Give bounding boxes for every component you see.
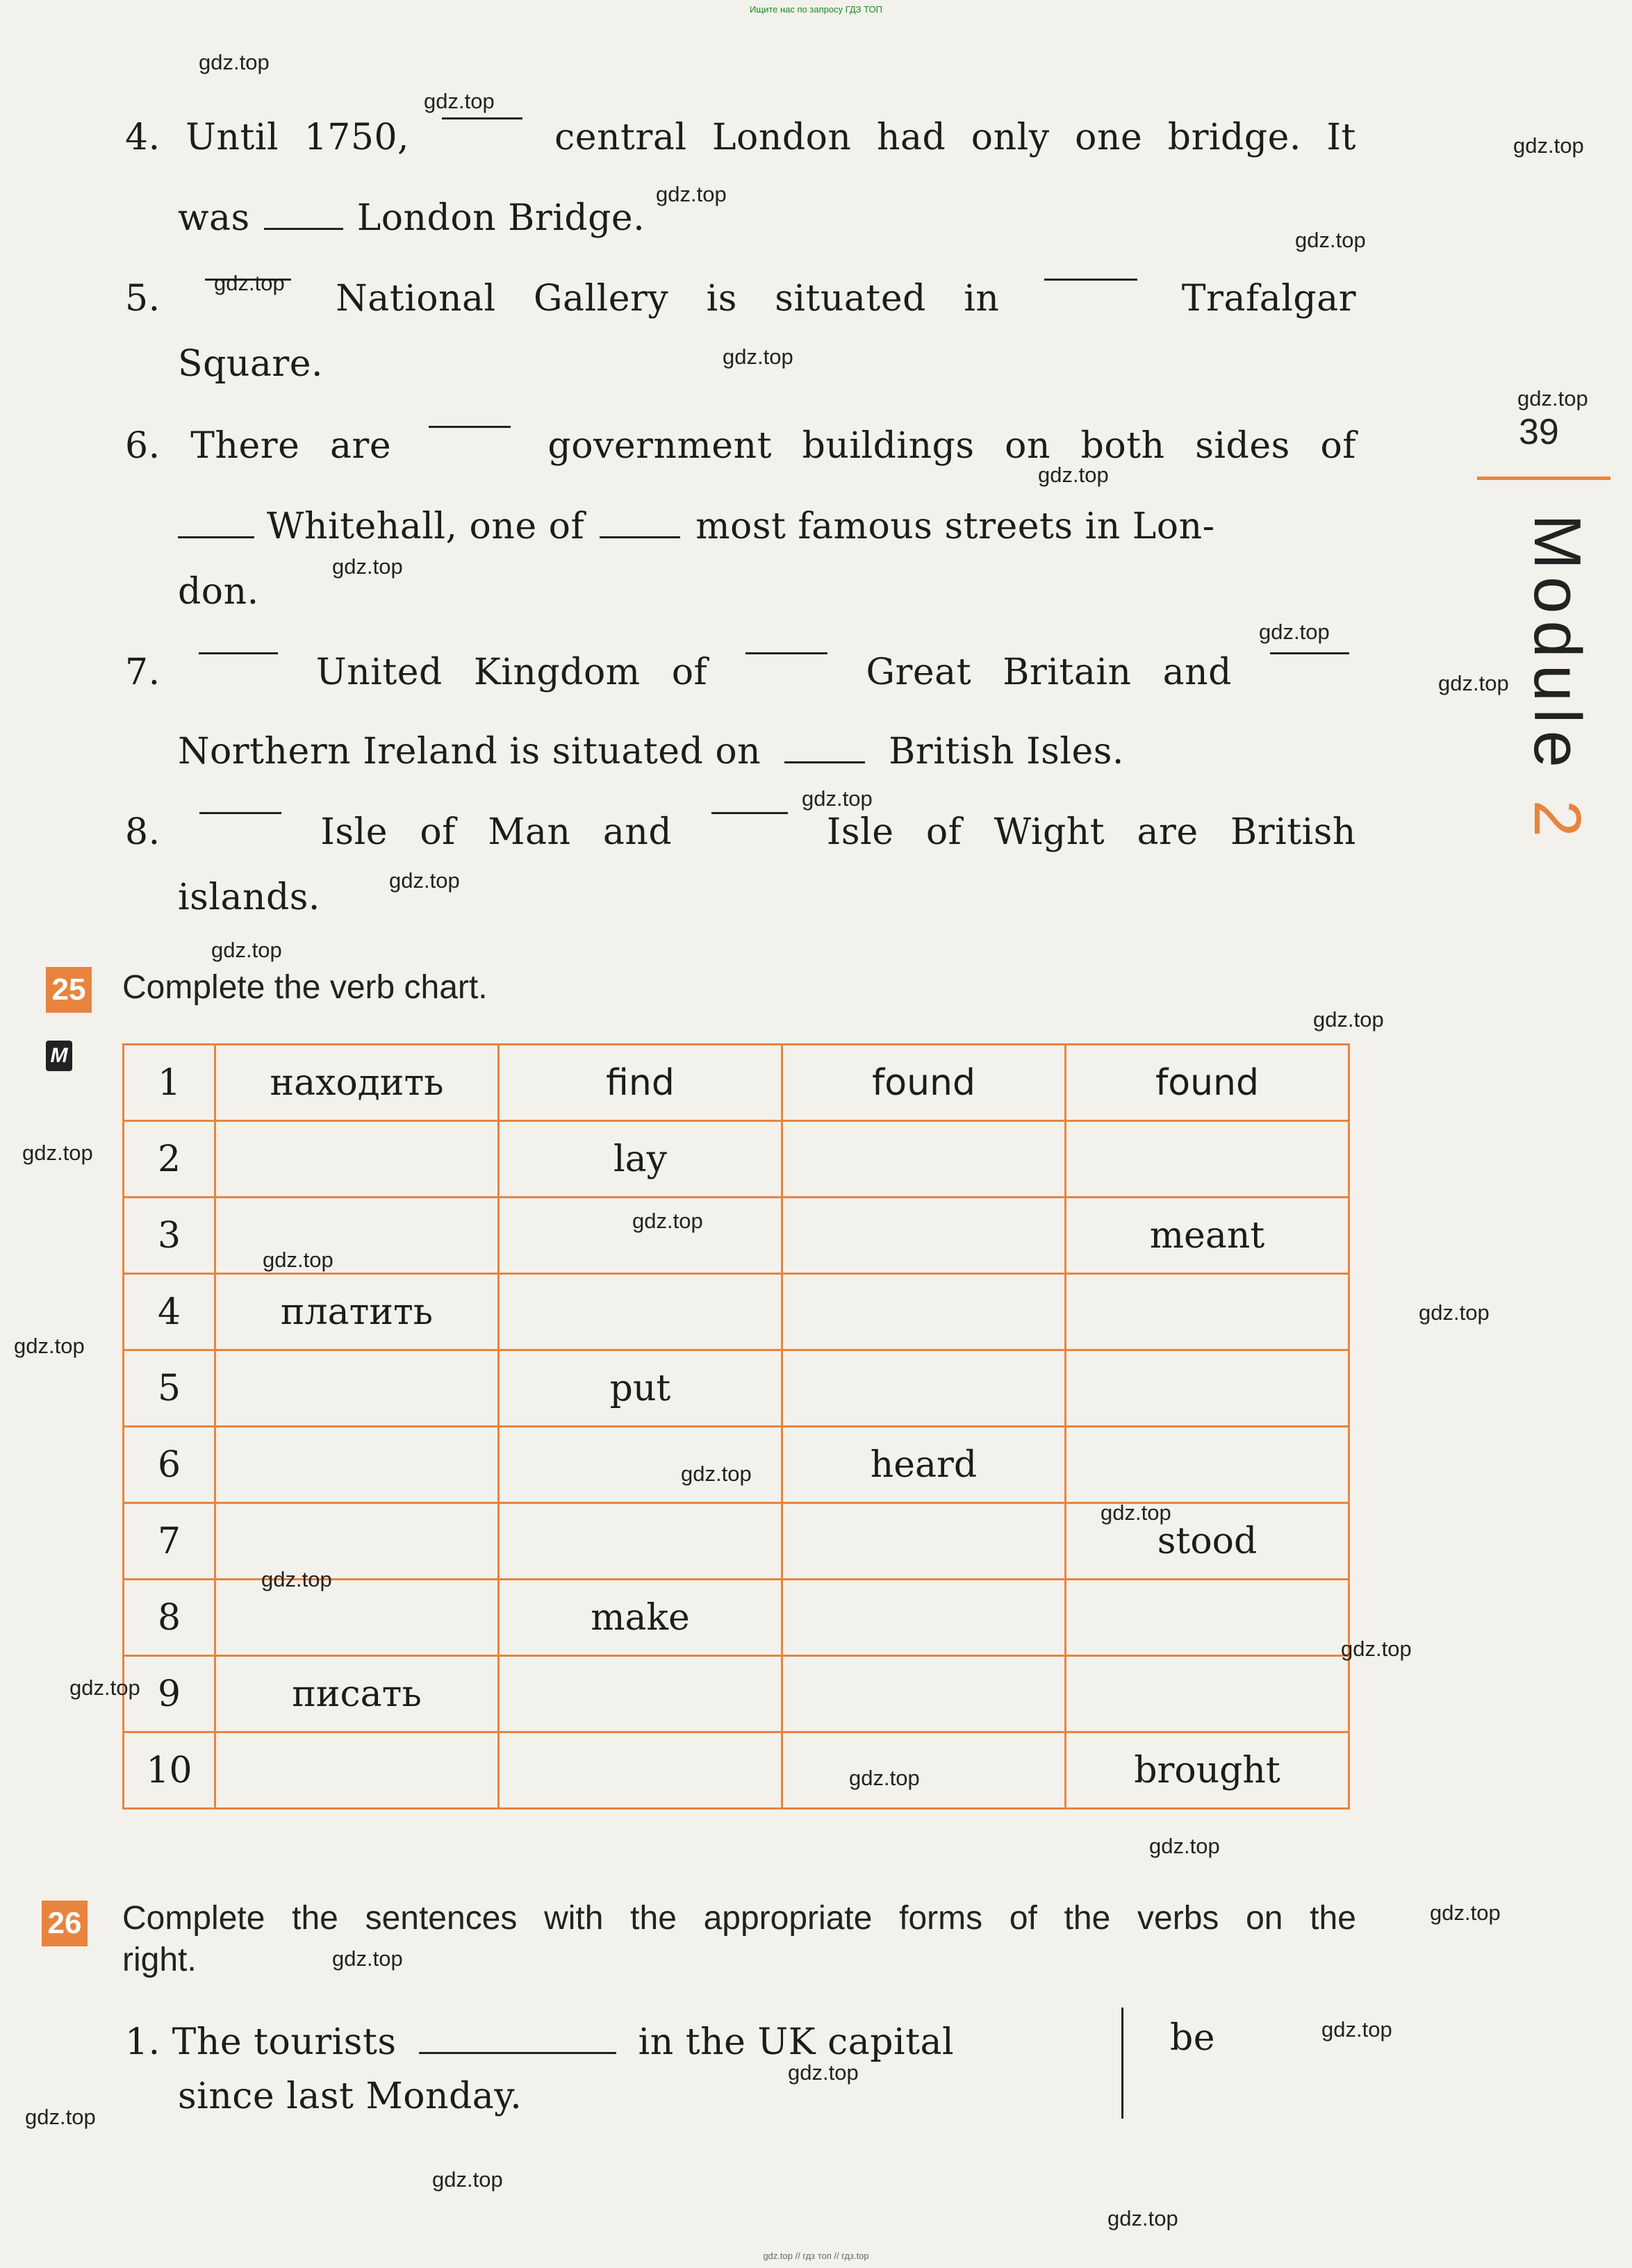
verb-form-cell: lay [499, 1121, 782, 1198]
verb-form-cell[interactable] [215, 1503, 499, 1580]
word: and [1162, 652, 1232, 693]
watermark: gdz.top [656, 182, 727, 206]
mark-icon: M [46, 1041, 72, 1071]
watermark: gdz.top [1101, 1500, 1171, 1525]
watermark: gdz.top [211, 938, 282, 962]
watermark: gdz.top [14, 1334, 85, 1358]
word: Trafalgar [1181, 278, 1356, 320]
word: London [712, 117, 852, 158]
watermark: gdz.top [681, 1462, 752, 1486]
verb-form-cell: put [499, 1350, 782, 1427]
word: Isle [826, 811, 894, 853]
word: the [1310, 1900, 1356, 1937]
word: National [336, 278, 496, 320]
verb-form-cell[interactable] [1066, 1656, 1349, 1732]
word: was [178, 197, 250, 239]
bottom-note: gdz.top // гдз топ // гдз.top [763, 2251, 869, 2261]
word: the [292, 1900, 338, 1937]
verb-form-cell: находить [215, 1045, 499, 1121]
watermark: gdz.top [1259, 620, 1330, 644]
word: 4. [125, 117, 160, 158]
word: 7. [125, 652, 160, 693]
sentence-4-line-1 [125, 117, 1356, 158]
word: Isle [320, 811, 388, 853]
exercise-25-title: Complete the verb chart. [122, 969, 488, 1006]
verb-form-cell[interactable] [215, 1350, 499, 1427]
module-number: 2 [1520, 800, 1594, 844]
answer-blank[interactable] [1270, 652, 1349, 654]
watermark: gdz.top [1321, 2017, 1392, 2042]
verb-form-cell[interactable] [782, 1274, 1066, 1350]
word: verbs [1137, 1900, 1219, 1937]
answer-blank[interactable] [419, 2051, 616, 2054]
row-number: 10 [124, 1732, 215, 1809]
exercise-26-title-line-1 [122, 1899, 1356, 1937]
watermark: gdz.top [261, 1567, 332, 1591]
sentence-5-line-1 [125, 278, 1356, 320]
verb-form-cell[interactable] [782, 1198, 1066, 1274]
sentence-5-line-2: Square. [178, 343, 324, 385]
sentence-6-line-2 [178, 506, 1215, 547]
verb-form-cell[interactable] [499, 1732, 782, 1809]
word: Gallery [533, 278, 669, 320]
watermark: gdz.top [1038, 463, 1109, 487]
word: of [1320, 425, 1356, 467]
watermark: gdz.top [1430, 1901, 1501, 1925]
verb-hint: be [1170, 2017, 1216, 2059]
answer-blank[interactable] [442, 117, 522, 119]
sentence-6-line-1 [125, 425, 1356, 467]
answer-blank[interactable] [199, 652, 278, 654]
top-note: Ищите нас по запросу ГДЗ ТОП [750, 4, 882, 15]
word: Britain [1003, 652, 1132, 693]
verb-form-cell[interactable] [215, 1427, 499, 1503]
word: only [971, 117, 1050, 158]
word: Wight [994, 811, 1105, 853]
word: are [329, 425, 392, 467]
verb-form-cell[interactable] [215, 1732, 499, 1809]
verb-form-cell[interactable] [782, 1503, 1066, 1580]
word: Great [866, 652, 972, 693]
word: British [1230, 811, 1356, 853]
word: of [1009, 1900, 1037, 1937]
row-number: 8 [124, 1580, 215, 1656]
exercise-26-sentence-1-line-1 [125, 2021, 954, 2063]
word: There [190, 425, 300, 467]
row-number: 4 [124, 1274, 215, 1350]
sentence-4-line-2 [178, 197, 645, 239]
watermark: gdz.top [1295, 228, 1366, 252]
answer-blank[interactable] [711, 811, 788, 814]
answer-blank[interactable] [600, 536, 680, 538]
sentence-7-line-2 [178, 731, 1124, 772]
answer-blank[interactable] [178, 536, 254, 538]
row-number: 5 [124, 1350, 215, 1427]
verb-form-cell[interactable] [782, 1350, 1066, 1427]
sentence-8-line-1 [125, 811, 1356, 853]
watermark: gdz.top [389, 868, 460, 893]
word: Man [488, 811, 571, 853]
watermark: gdz.top [432, 2167, 503, 2192]
verb-form-cell: meant [1066, 1198, 1349, 1274]
word: Complete [122, 1900, 265, 1937]
watermark: gdz.top [1313, 1007, 1384, 1032]
watermark: gdz.top [424, 89, 495, 113]
verb-chart-row [124, 1121, 1349, 1198]
verb-form-cell: stood [1066, 1503, 1349, 1580]
row-number: 2 [124, 1121, 215, 1198]
word: and [602, 811, 673, 853]
verb-chart-row [124, 1045, 1349, 1121]
watermark: gdz.top [332, 1946, 403, 1971]
word: are [1137, 811, 1198, 853]
text: 1. The tourists [125, 2021, 397, 2063]
watermark: gdz.top [632, 1209, 703, 1233]
text: most famous streets in Lon- [695, 506, 1215, 547]
verb-column-divider [1121, 2008, 1123, 2119]
row-number: 6 [124, 1427, 215, 1503]
verb-form-cell[interactable] [215, 1121, 499, 1198]
watermark: gdz.top [263, 1248, 333, 1272]
word: Until [186, 117, 279, 158]
answer-blank[interactable] [745, 652, 827, 654]
watermark: gdz.top [1419, 1300, 1490, 1325]
word: central [554, 117, 687, 158]
verb-chart-row [124, 1350, 1349, 1427]
verb-form-cell[interactable] [1066, 1274, 1349, 1350]
answer-blank[interactable] [199, 811, 281, 814]
watermark: gdz.top [1107, 2206, 1178, 2230]
module-divider [1477, 477, 1610, 480]
watermark: gdz.top [25, 2105, 96, 2129]
text: Northern Ireland is situated on [178, 731, 761, 772]
verb-form-cell[interactable] [215, 1580, 499, 1656]
watermark: gdz.top [332, 554, 403, 579]
watermark: gdz.top [723, 345, 793, 369]
word: government [547, 425, 772, 467]
word: had [876, 117, 946, 158]
verb-form-cell[interactable] [215, 1198, 499, 1274]
answer-blank[interactable] [1044, 278, 1137, 281]
word: buildings [802, 425, 975, 467]
word: with [544, 1900, 604, 1937]
word: in [964, 278, 1000, 320]
row-number: 1 [124, 1045, 215, 1121]
word: 1750, [304, 117, 410, 158]
verb-form-cell[interactable] [499, 1274, 782, 1350]
sentence-6-line-3: don. [178, 571, 259, 613]
word: the [630, 1900, 677, 1937]
exercise-26-title-line-2: right. [122, 1942, 197, 1978]
watermark: gdz.top [214, 271, 285, 295]
text: Whitehall, one of [267, 506, 585, 547]
verb-chart [122, 1043, 1350, 1810]
sentence-7-line-1 [125, 652, 1356, 693]
word: appropriate [703, 1900, 873, 1937]
watermark: gdz.top [69, 1675, 140, 1700]
verb-form-cell[interactable] [1066, 1580, 1349, 1656]
verb-form-cell[interactable] [499, 1656, 782, 1732]
verb-form-cell[interactable] [499, 1503, 782, 1580]
watermark: gdz.top [22, 1141, 93, 1165]
word: on [1246, 1900, 1283, 1937]
word: 8. [125, 811, 160, 853]
text: in the UK capital [638, 2021, 955, 2063]
word: is [706, 278, 737, 320]
word: United [315, 652, 443, 693]
verb-form-cell: brought [1066, 1732, 1349, 1809]
verb-chart-row [124, 1274, 1349, 1350]
watermark: gdz.top [1341, 1637, 1412, 1661]
word: of [420, 811, 456, 853]
word: on [1005, 425, 1050, 467]
word: sentences [365, 1900, 518, 1937]
word: one [1075, 117, 1143, 158]
module-label [1519, 514, 1595, 844]
row-number: 7 [124, 1503, 215, 1580]
watermark: gdz.top [788, 2060, 859, 2085]
verb-form-cell: found [1066, 1045, 1349, 1121]
verb-form-cell[interactable] [782, 1656, 1066, 1732]
exercise-26-number: 26 [42, 1901, 88, 1946]
verb-chart-row [124, 1732, 1349, 1809]
word: situated [775, 278, 926, 320]
exercise-25-number: 25 [46, 967, 92, 1013]
verb-form-cell: heard [782, 1427, 1066, 1503]
text: London Bridge. [356, 197, 645, 239]
word: 5. [125, 278, 160, 320]
exercise-26-sentence-1-line-2: since last Monday. [178, 2076, 522, 2117]
row-number: 9 [124, 1656, 215, 1732]
watermark: gdz.top [1438, 671, 1509, 695]
word: sides [1195, 425, 1290, 467]
answer-blank[interactable] [429, 425, 511, 428]
word: 6. [125, 425, 160, 467]
watermark: gdz.top [849, 1766, 920, 1790]
word: bridge. [1167, 117, 1301, 158]
verb-form-cell: found [782, 1045, 1066, 1121]
module-word: Module [1520, 514, 1594, 775]
word: Kingdom [473, 652, 641, 693]
watermark: gdz.top [1149, 1834, 1220, 1858]
answer-blank[interactable] [264, 227, 343, 230]
verb-form-cell: писать [215, 1656, 499, 1732]
verb-form-cell: find [499, 1045, 782, 1121]
verb-chart-row [124, 1656, 1349, 1732]
verb-form-cell[interactable] [782, 1121, 1066, 1198]
answer-blank[interactable] [784, 761, 865, 763]
word: It [1326, 117, 1356, 158]
verb-form-cell[interactable] [1066, 1121, 1349, 1198]
row-number: 3 [124, 1198, 215, 1274]
sentence-8-line-2: islands. [178, 877, 320, 918]
word: both [1080, 425, 1165, 467]
verb-form-cell[interactable] [782, 1732, 1066, 1809]
watermark: gdz.top [1513, 133, 1584, 158]
word: the [1064, 1900, 1111, 1937]
verb-form-cell: make [499, 1580, 782, 1656]
verb-form-cell[interactable] [1066, 1350, 1349, 1427]
page-number: 39 [1519, 412, 1559, 452]
word: of [671, 652, 708, 693]
verb-form-cell[interactable] [782, 1580, 1066, 1656]
watermark: gdz.top [802, 786, 873, 811]
word: of [925, 811, 962, 853]
watermark: gdz.top [1517, 386, 1588, 411]
text: British Isles. [889, 731, 1124, 772]
verb-form-cell[interactable] [1066, 1427, 1349, 1503]
verb-form-cell: платить [215, 1274, 499, 1350]
word: forms [899, 1900, 983, 1937]
watermark: gdz.top [199, 50, 270, 74]
